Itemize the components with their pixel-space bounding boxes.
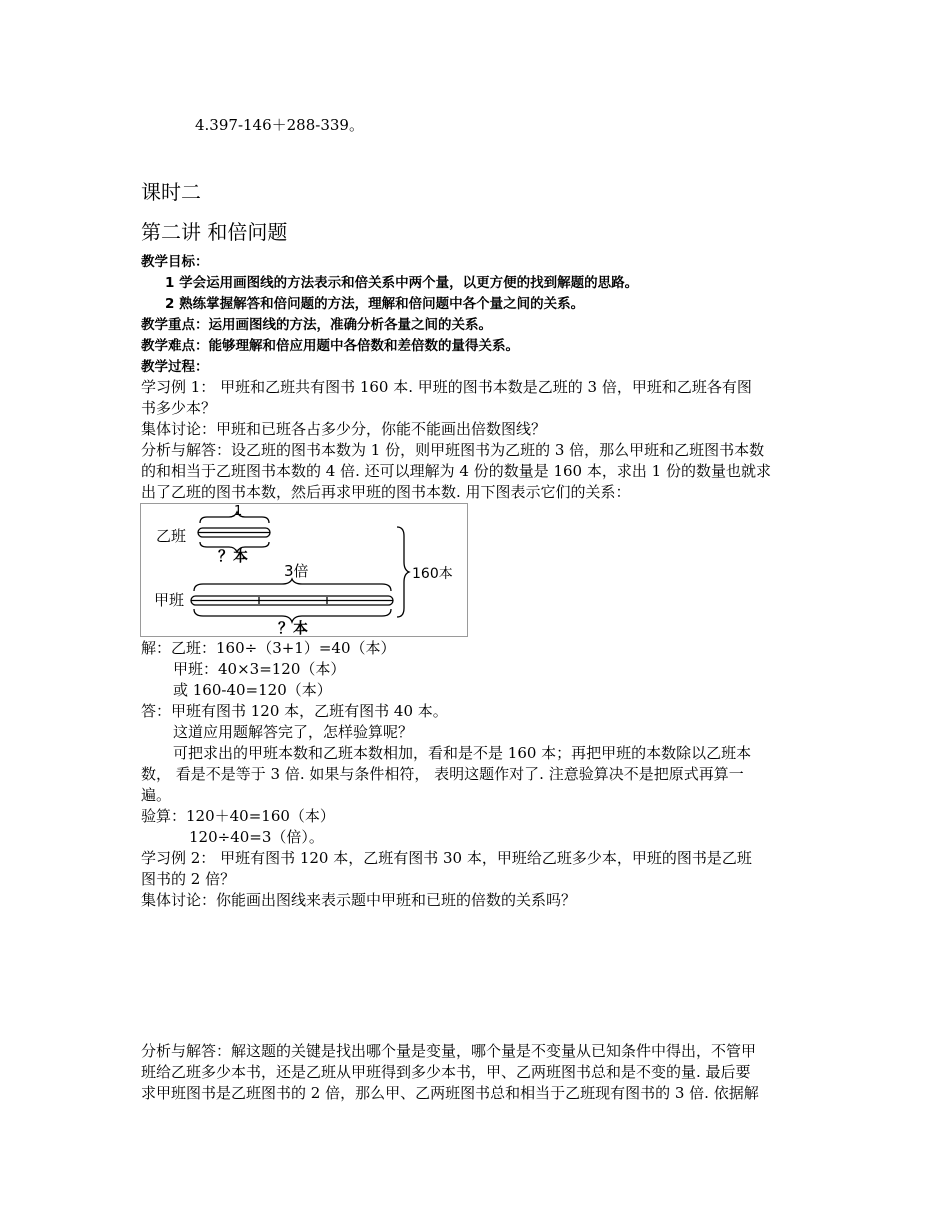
analysis-1-line-1: 分析与解答：设乙班的图书本数为 1 份，则甲班图书为乙班的 3 倍，那么甲班和乙班图书本数 — [141, 441, 765, 459]
analysis-2-line-2: 班给乙班多少本书，还是乙班从甲班得到多少本书，甲、乙两班图书总和是不变的量. 最后要 — [141, 1063, 751, 1081]
check-question: 这道应用题解答完了，怎样验算呢？ — [173, 723, 414, 741]
label-question-jia: ？本 — [278, 619, 309, 637]
example-2-line-1: 学习例 2： 甲班有图书 120 本，乙班有图书 30 本，甲班给乙班多少本，甲班的图书是乙班 — [141, 849, 752, 867]
discussion-1: 集体讨论：甲班和已班各占多少分，你能不能画出倍数图线？ — [141, 420, 547, 438]
answer: 答：甲班有图书 120 本，乙班有图书 40 本。 — [141, 702, 448, 720]
example-1-line-2: 书多少本？ — [141, 399, 217, 417]
analysis-1-line-3: 出了乙班的图书本数，然后再求甲班的图书本数. 用下图表示它们的关系： — [141, 483, 631, 501]
lecture-title: 第二讲 和倍问题 — [141, 220, 288, 244]
analysis-2-line-3: 求甲班图书是乙班图书的 2 倍，那么甲、乙两班图书总和相当于乙班现有图书的 3 倍. 依据解 — [141, 1084, 759, 1102]
difficulty: 教学难点：能够理解和倍应用题中各倍数和差倍数的量得关系。 — [141, 338, 519, 354]
analysis-1-line-2: 的和相当于乙班图书本数的 4 倍. 还可以理解为 4 份的数量是 160 本，求出 1 份的数量也就求 — [141, 462, 771, 480]
verify-line-2: 120÷40=3（倍）。 — [189, 828, 324, 846]
brace-total — [397, 527, 409, 617]
brace-top-jia — [194, 579, 391, 591]
label-three-times: 3倍 — [284, 562, 309, 580]
lesson-title: 课时二 — [141, 180, 201, 204]
solution-line-2: 甲班：40×3=120（本） — [173, 660, 346, 678]
line-segment-diagram — [140, 503, 468, 637]
process-heading: 教学过程： — [141, 359, 209, 375]
exercise-4: 4.397-146＋288-339。 — [195, 116, 364, 134]
analysis-2-line-1: 分析与解答：解这题的关键是找出哪个量是变量，哪个量是不变量从已知条件中得出，不管甲 — [141, 1042, 757, 1060]
solution-line-3: 或 160-40=120（本） — [173, 681, 332, 699]
solution-line-1: 解：乙班：160÷（3+1）=40（本） — [141, 639, 396, 657]
check-line-2: 数， 看是不是等于 3 倍. 如果与条件相符， 表明这题作对了. 注意验算决不是把原式再算一 — [141, 765, 744, 783]
label-jia-class: 甲班 — [154, 591, 185, 609]
label-one: 1 — [234, 504, 243, 519]
label-question-yi: ？本 — [218, 547, 249, 565]
label-yi-class: 乙班 — [156, 527, 187, 545]
check-line-1: 可把求出的甲班本数和乙班本数相加，看和是不是 160 本；再把甲班的本数除以乙班本 — [173, 744, 752, 762]
discussion-2: 集体讨论：你能画出图线来表示题中甲班和已班的倍数的关系吗？ — [141, 891, 577, 909]
check-line-3: 遍。 — [141, 786, 172, 804]
goal-2: 2 熟练掌握解答和倍问题的方法，理解和倍问题中各个量之间的关系。 — [165, 296, 585, 312]
goal-1: 1 学会运用画图线的方法表示和倍关系中两个量，以更方便的找到解题的思路。 — [165, 275, 639, 291]
example-1-line-1: 学习例 1： 甲班和乙班共有图书 160 本. 甲班的图书本数是乙班的 3 倍，甲班和乙班各有图 — [141, 378, 752, 396]
label-total: 160本 — [412, 566, 453, 582]
goal-heading: 教学目标： — [141, 254, 209, 270]
key-point: 教学重点：运用画图线的方法，准确分析各量之间的关系。 — [141, 317, 492, 333]
verify-line-1: 验算：120＋40=160（本） — [141, 807, 335, 825]
example-2-line-2: 图书的 2 倍？ — [141, 870, 236, 888]
